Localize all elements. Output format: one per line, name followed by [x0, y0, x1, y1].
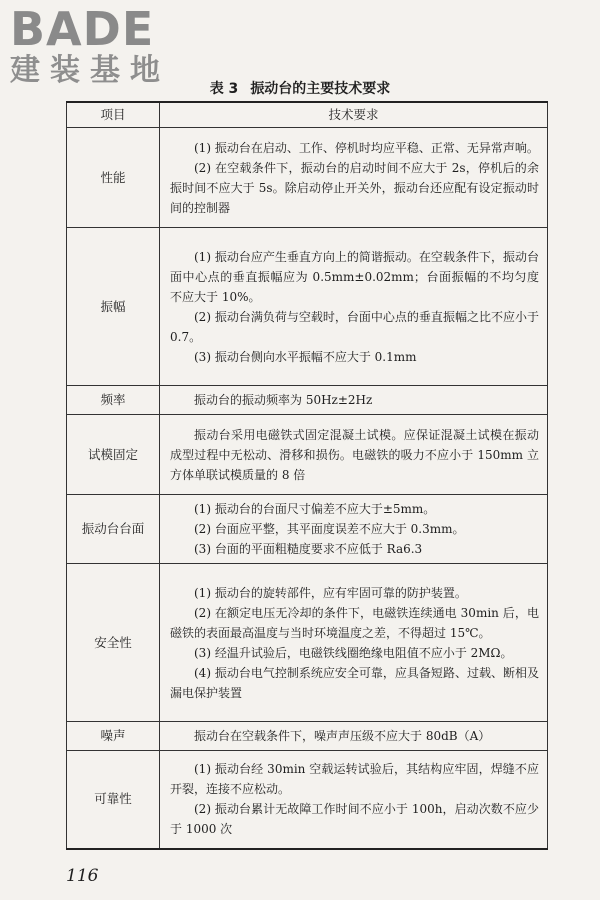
row-item: 可靠性: [67, 751, 160, 849]
requirement-line: (1) 振动台的台面尺寸偏差不应大于±5mm。: [194, 502, 436, 516]
requirement-line: (1) 振动台应产生垂直方向上的简谐振动。在空载条件下，振动台面中心点的垂直振幅应为 0.5mm±0.02mm；台面振幅的不均匀度不应大于 10%。: [170, 249, 539, 304]
requirement-line: (3) 台面的平面粗糙度要求不应低于 Ra6.3: [194, 542, 423, 556]
requirement-line: (1) 振动台在启动、工作、停机时均应平稳、正常、无异常声响。: [194, 140, 539, 155]
table-title: 振动台的主要技术要求: [250, 81, 391, 97]
row-requirement: [160, 386, 548, 415]
table-row: [67, 751, 548, 849]
requirement-line: (2) 在额定电压无冷却的条件下，电磁铁连续通电 30min 后，电磁铁的表面最高温度与当时环境温度之差，不得超过 15℃。: [170, 605, 539, 640]
requirement-line: (1) 振动台的旋转部件，应有牢固可靠的防护装置。: [194, 585, 467, 600]
table-header-row: [67, 102, 548, 128]
table-body: [67, 128, 548, 849]
table-number: 表 3: [209, 81, 239, 97]
requirement-line: (2) 振动台累计无故障工作时间不应小于 100h，启动次数不应少于 1000 次: [170, 802, 539, 837]
table-row: [67, 722, 548, 751]
row-item: 安全性: [67, 564, 160, 722]
row-item: 噪声: [67, 722, 160, 751]
row-requirement: [160, 495, 548, 564]
row-requirement: [160, 128, 548, 228]
header-item: 项目: [67, 102, 160, 128]
table-row: [67, 386, 548, 415]
logo-subtitle: 建装基地: [10, 53, 170, 88]
table-caption: [0, 78, 600, 98]
row-item: 振动台台面: [67, 495, 160, 564]
requirement-line: (2) 台面应平整，其平面度误差不应大于 0.3mm。: [194, 522, 465, 536]
header-requirement: 技术要求: [160, 102, 548, 128]
requirement-line: (2) 在空载条件下，振动台的启动时间不应大于 2s，停机后的余振时间不应大于 5s。除启动停止开关外，振动台还应配有设定振动时间的控制器: [170, 160, 539, 215]
row-requirement: [160, 228, 548, 386]
table-row: [67, 228, 548, 386]
requirement-line: (1) 振动台经 30min 空载运转试验后，其结构应牢固，焊缝不应开裂，连接不应松动。: [170, 762, 539, 797]
bade-logo: [6, 4, 196, 88]
row-requirement: [160, 564, 548, 722]
logo-word: BADE: [10, 2, 155, 56]
table-row: [67, 564, 548, 722]
requirement-line: (3) 振动台侧向水平振幅不应大于 0.1mm: [194, 349, 417, 364]
table-row: [67, 128, 548, 228]
requirement-line: (3) 经温升试验后，电磁铁线圈绝缘电阻值不应小于 2MΩ。: [194, 645, 513, 660]
row-requirement: [160, 722, 548, 751]
table-row: [67, 415, 548, 495]
row-requirement: [160, 751, 548, 849]
requirement-line: (4) 振动台电气控制系统应安全可靠，应具备短路、过载、断相及漏电保护装置: [170, 665, 539, 700]
row-requirement: [160, 415, 548, 495]
row-item: 性能: [67, 128, 160, 228]
spec-table: [66, 101, 548, 850]
page-number: 116: [66, 866, 99, 886]
row-item: 频率: [67, 386, 160, 415]
requirement-line: (2) 振动台满负荷与空载时，台面中心点的垂直振幅之比不应小于 0.7。: [170, 309, 539, 344]
requirement-line: 振动台采用电磁铁式固定混凝土试模。应保证混凝土试模在振动成型过程中无松动、滑移和损伤。电磁铁的吸力不应小于 150mm 立方体单联试模质量的 8 倍: [170, 427, 539, 482]
requirement-line: 振动台在空载条件下，噪声声压级不应大于 80dB（A）: [194, 729, 491, 743]
requirement-line: 振动台的振动频率为 50Hz±2Hz: [194, 393, 373, 407]
table-row: [67, 495, 548, 564]
row-item: 试模固定: [67, 415, 160, 495]
row-item: 振幅: [67, 228, 160, 386]
